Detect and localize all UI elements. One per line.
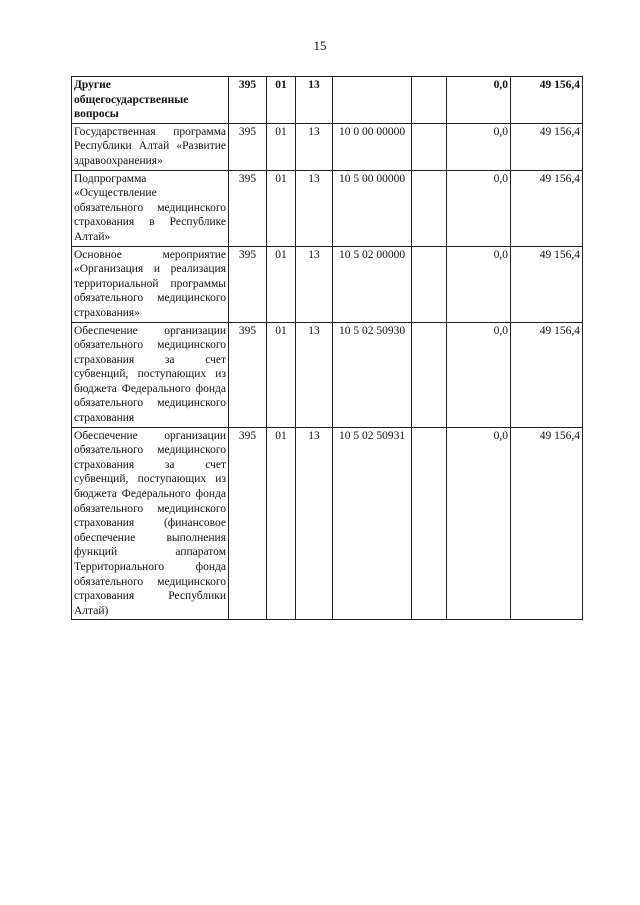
cell-name: Подпрограмма «Осуществление обязательного медицинского страхования в Республике Алтай» bbox=[72, 170, 229, 246]
cell-grbs-code: 395 bbox=[229, 77, 267, 124]
cell-amount-change: 0,0 bbox=[447, 123, 511, 170]
cell-amount-change: 0,0 bbox=[447, 427, 511, 620]
cell-subsection-code: 13 bbox=[296, 246, 333, 322]
cell-amount-change: 0,0 bbox=[447, 170, 511, 246]
cell-subsection-code: 13 bbox=[296, 427, 333, 620]
cell-name: Обеспечение организации обязательного медицинского страхования за счет субвенций, поступающих из бюджета Федерального фонда обязательного медицинского страхования (финансовое обеспечение выполнения функций аппаратом Территориального фонда обязательного медицинского страхования Республики Алтай) bbox=[72, 427, 229, 620]
cell-grbs-code: 395 bbox=[229, 170, 267, 246]
cell-expense-type bbox=[412, 77, 447, 124]
cell-target-article: 10 5 02 50931 bbox=[333, 427, 412, 620]
cell-name: Обеспечение организации обязательного медицинского страхования за счет субвенций, поступающих из бюджета Федерального фонда обязательного медицинского страхования bbox=[72, 322, 229, 427]
cell-expense-type bbox=[412, 123, 447, 170]
cell-target-article bbox=[333, 77, 412, 124]
cell-amount-total: 49 156,4 bbox=[511, 77, 583, 124]
cell-name: Основное мероприятие «Организация и реализация территориальной программы обязательного медицинского страхования» bbox=[72, 246, 229, 322]
cell-expense-type bbox=[412, 170, 447, 246]
cell-name: Государственная программа Республики Алтай «Развитие здравоохранения» bbox=[72, 123, 229, 170]
cell-grbs-code: 395 bbox=[229, 246, 267, 322]
cell-section-code: 01 bbox=[267, 246, 296, 322]
cell-grbs-code: 395 bbox=[229, 427, 267, 620]
budget-table bbox=[71, 76, 583, 620]
cell-amount-total: 49 156,4 bbox=[511, 123, 583, 170]
table-row bbox=[72, 170, 583, 246]
cell-subsection-code: 13 bbox=[296, 322, 333, 427]
cell-expense-type bbox=[412, 322, 447, 427]
table-row bbox=[72, 427, 583, 620]
cell-section-code: 01 bbox=[267, 77, 296, 124]
cell-target-article: 10 5 00 00000 bbox=[333, 170, 412, 246]
cell-amount-change: 0,0 bbox=[447, 322, 511, 427]
cell-amount-change: 0,0 bbox=[447, 246, 511, 322]
cell-target-article: 10 5 02 00000 bbox=[333, 246, 412, 322]
table-row bbox=[72, 77, 583, 124]
cell-amount-total: 49 156,4 bbox=[511, 427, 583, 620]
cell-section-code: 01 bbox=[267, 427, 296, 620]
cell-expense-type bbox=[412, 246, 447, 322]
cell-amount-total: 49 156,4 bbox=[511, 170, 583, 246]
cell-amount-change: 0,0 bbox=[447, 77, 511, 124]
cell-subsection-code: 13 bbox=[296, 170, 333, 246]
page-number: 15 bbox=[313, 38, 327, 53]
cell-section-code: 01 bbox=[267, 123, 296, 170]
cell-target-article: 10 0 00 00000 bbox=[333, 123, 412, 170]
table-row bbox=[72, 246, 583, 322]
cell-section-code: 01 bbox=[267, 170, 296, 246]
cell-amount-total: 49 156,4 bbox=[511, 246, 583, 322]
cell-grbs-code: 395 bbox=[229, 123, 267, 170]
table-row bbox=[72, 322, 583, 427]
cell-grbs-code: 395 bbox=[229, 322, 267, 427]
cell-expense-type bbox=[412, 427, 447, 620]
cell-subsection-code: 13 bbox=[296, 77, 333, 124]
cell-section-code: 01 bbox=[267, 322, 296, 427]
cell-amount-total: 49 156,4 bbox=[511, 322, 583, 427]
cell-name: Другие общегосударственные вопросы bbox=[72, 77, 229, 124]
table-row bbox=[72, 123, 583, 170]
cell-subsection-code: 13 bbox=[296, 123, 333, 170]
cell-target-article: 10 5 02 50930 bbox=[333, 322, 412, 427]
